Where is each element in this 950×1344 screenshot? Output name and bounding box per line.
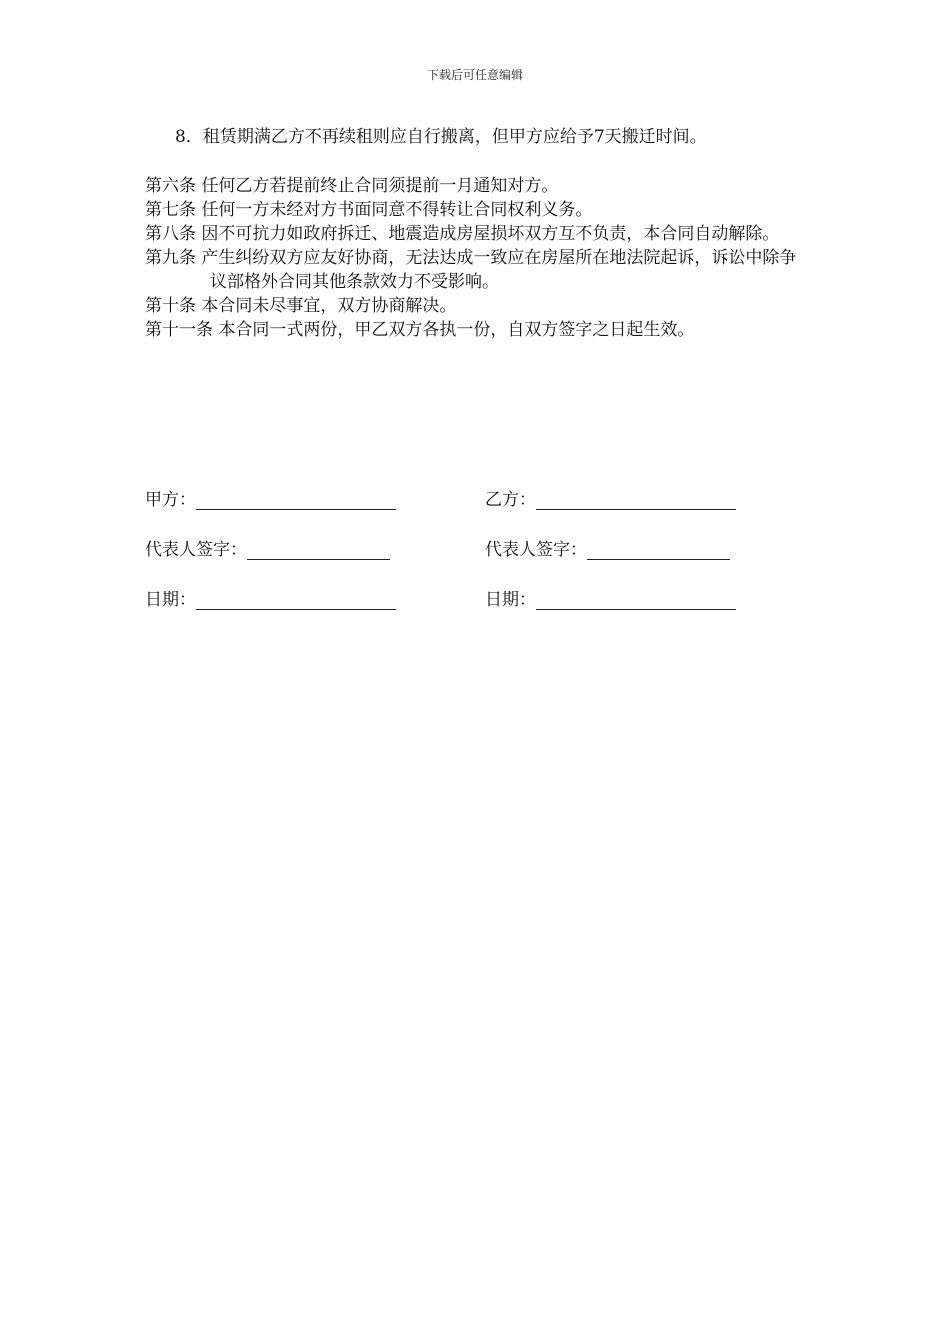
party-a-cell	[145, 485, 485, 510]
clause-text: 任何一方未经对方书面同意不得转让合同权利义务。	[201, 200, 593, 220]
clause-label: 第七条	[145, 200, 196, 220]
contract-body	[145, 124, 810, 342]
clause-text: 任何乙方若提前终止合同须提前一月通知对方。	[201, 176, 559, 196]
rep-b-signature-line	[587, 541, 730, 560]
date-a-cell	[145, 585, 485, 610]
item-8-separator: ．	[185, 127, 203, 147]
clause-label: 第八条	[145, 224, 196, 244]
clause-9	[145, 246, 810, 294]
rep-b-cell	[485, 535, 825, 560]
rep-a-label: 代表人签字：	[145, 539, 247, 560]
party-a-signature-line	[196, 491, 396, 510]
clause-8	[145, 222, 810, 246]
page-header: 下载后可任意编辑	[426, 68, 523, 82]
party-b-label: 乙方：	[485, 489, 536, 510]
clause-text: 本合同一式两份，甲乙双方各执一份，自双方签字之日起生效。	[218, 320, 695, 340]
date-b-line	[536, 591, 736, 610]
date-row	[145, 572, 825, 622]
item-8-number: 8	[175, 127, 186, 147]
clause-item-8	[145, 124, 810, 150]
clause-10	[145, 294, 810, 318]
clause-label: 第九条	[145, 248, 196, 268]
clause-6	[145, 174, 810, 198]
date-b-cell	[485, 585, 825, 610]
party-b-signature-line	[536, 491, 736, 510]
date-a-label: 日期：	[145, 589, 196, 610]
rep-a-signature-line	[247, 541, 390, 560]
clause-label: 第十一条	[145, 320, 213, 340]
date-b-label: 日期：	[485, 589, 536, 610]
clause-7	[145, 198, 810, 222]
clause-text: 产生纠纷双方应友好协商，无法达成一致应在房屋所在地法院起诉，诉讼中除争议部格外合同其他条款效力不受影响。	[201, 248, 797, 292]
date-a-line	[196, 591, 396, 610]
signature-area	[145, 472, 825, 622]
clause-label: 第六条	[145, 176, 196, 196]
rep-a-cell	[145, 535, 485, 560]
party-row	[145, 472, 825, 522]
clause-label: 第十条	[145, 296, 196, 316]
clause-text: 本合同未尽事宜，双方协商解决。	[201, 296, 457, 316]
clause-text: 因不可抗力如政府拆迁、地震造成房屋损坏双方互不负责，本合同自动解除。	[201, 224, 780, 244]
item-8-text: 租赁期满乙方不再续租则应自行搬离，但甲方应给予7天搬迁时间。	[202, 127, 707, 147]
clause-11	[145, 318, 810, 342]
party-b-cell	[485, 485, 825, 510]
party-a-label: 甲方：	[145, 489, 196, 510]
rep-b-label: 代表人签字：	[485, 539, 587, 560]
representative-row	[145, 522, 825, 572]
